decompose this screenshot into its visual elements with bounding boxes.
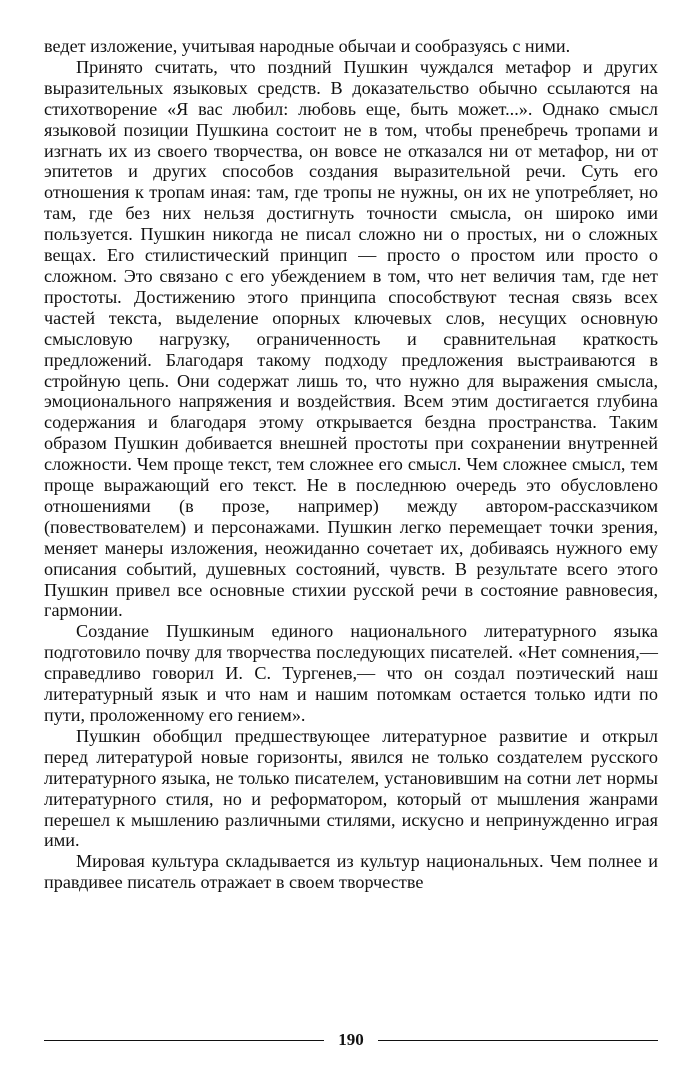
page-number: 190 xyxy=(338,1030,364,1049)
footer-rule-right xyxy=(378,1040,658,1041)
page-footer xyxy=(44,1028,658,1052)
page-body xyxy=(44,36,658,893)
paragraph-pushkin-generalized: Пушкин обобщил предшествующее литературное развитие и открыл перед литературой новые горизонты, явился не только создателем русского литературного языка, не только писателем, установившим на сотни лет нормы литературного стиля, но и реформатором, который от мышления жанрами перешел к мышлению различными стилями, искусно и непринужденно играя ими. xyxy=(44,725,658,851)
paragraph-continued: ведет изложение, учитывая народные обычаи и сообразуясь с ними. xyxy=(44,36,571,56)
footer-rule-left xyxy=(44,1040,324,1041)
paragraph-pushkin-metaphor: Принято считать, что поздний Пушкин чуждался метафор и других выразительных языковых средств. В доказательство обычно ссылаются на стихотворение «Я вас любил: любовь еще, быть может...». Однако смысл языковой позиции Пушкина состоит не в том, чтобы пренебречь тропами и изгнать их из своего творчества, он вовсе не отказался ни от метафор, ни от эпитетов и других способов создания выразительной речи. Суть его отношения к тропам иная: там, где тропы не нужны, он их не употребляет, но там, где без них нельзя достигнуть точности смысла, он широко ими пользуется. Пушкин никогда не писал сложно ни о простых, ни о сложных вещах. Его стилистический принцип — просто о простом или просто о сложном. Это связано с его убеждением в том, что нет величия там, где нет простоты. Достижению этого принципа способствуют тесная связь всех частей текста, выделение опорных ключевых слов, несущих основную смысловую нагрузку, ограниченность и сравнительная краткость предложений. Благодаря такому подходу предложения выстраиваются в стройную цепь. Они содержат лишь то, что нужно для выражения смысла, эмоционального напряжения и воздействия. Всем этим достигается глубина содержания и благодаря этому открывается бездна пространства. Таким образом Пушкин добивается внешней простоты при сохранении внутренней сложности. Чем проще текст, тем сложнее его смысл. Чем сложнее смысл, тем проще выражающий его текст. Не в последнюю очередь это обусловлено отношениями (в прозе, например) между автором-рассказчиком (повествователем) и персонажами. Пушкин легко перемещает точки зрения, меняет манеры изложения, неожиданно сочетает их, добиваясь нужного ему описания событий, душевных состояний, чувств. В результате всего этого Пушкин привел все основные стихии русской речи в состояние равновесия, гармонии. xyxy=(44,56,658,621)
paragraph-literary-language: Создание Пушкиным единого национального литературного языка подготовило почву для творчества последующих писателей. «Нет сомнения,— справедливо говорил И. С. Тургенев,— что он создал поэтический наш литературный язык и что нам и нашим потомкам остается только идти по пути, проложенному его гением». xyxy=(44,621,658,725)
paragraph-world-culture: Мировая культура складывается из культур национальных. Чем полнее и правдивее писатель отражает в своем творчестве xyxy=(44,851,658,893)
